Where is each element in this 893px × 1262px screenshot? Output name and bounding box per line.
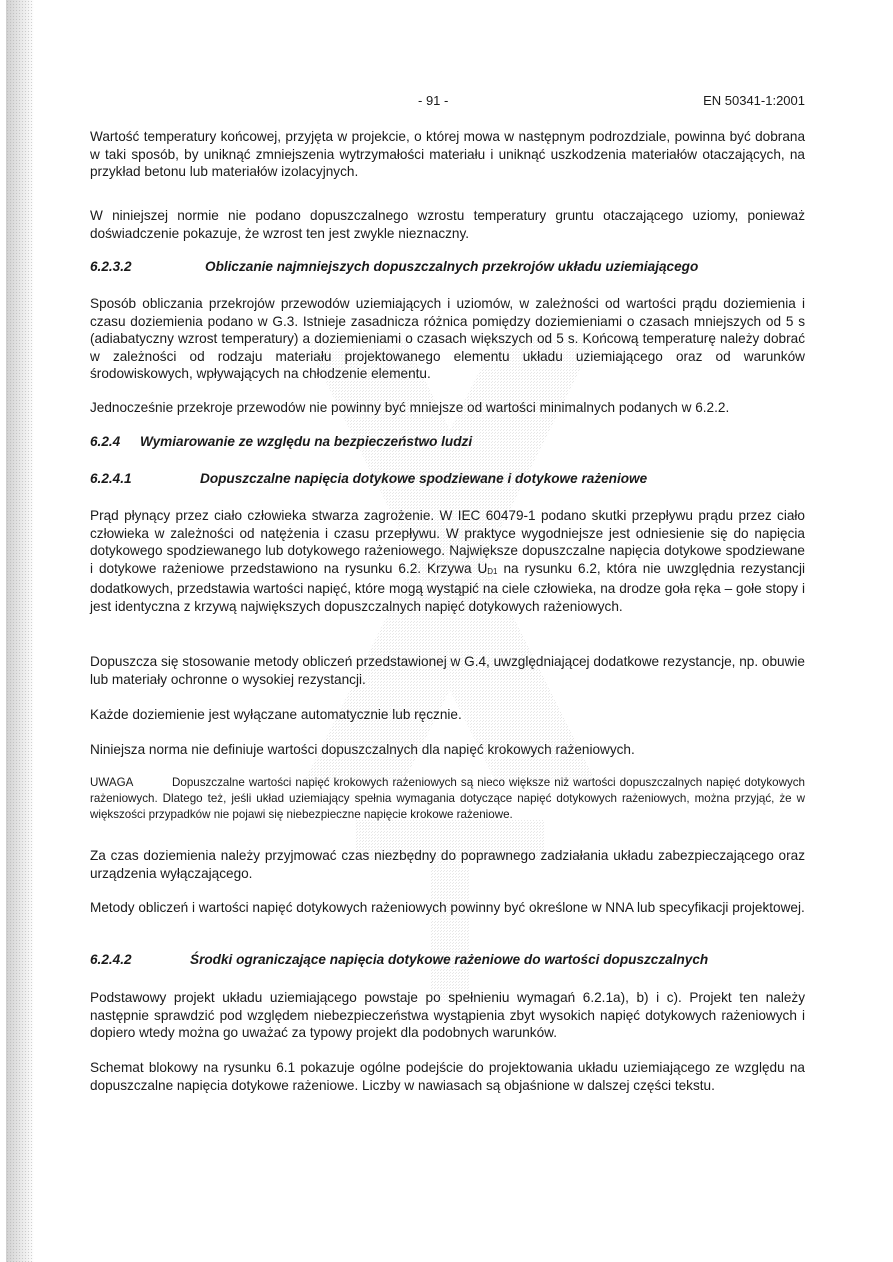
- paragraph-text: Prąd płynący przez ciało człowieka stwarza zagrożenie. W IEC 60479-1 podano skutki przepływu prądu przez ciało człowieka w zależności od natężenia i czasu przepływu. W praktyce wygodniejsze jest odniesienie się do napięcia dotykowego spodziewanego lub dotykowego rażeniowego. Największe dopuszczalne napięcia dotykowe spodziewane i dotykowe rażeniowe przedstawiono na rysunku 6.2. Krzywa U: [90, 508, 805, 576]
- paragraph-cross-section-calc: Sposób obliczania przekrojów przewodów uziemiających i uziomów, w zależności od wartości prądu doziemienia i czasu doziemienia podano w G.3. Istnieje zasadnicza różnica pomiędzy doziemieniami o czasach mniejszych od 5 s (adiabatyczny wzrost temperatury) a doziemieniami o czasach większych od 5 s. Końcową temperaturę należy dobrać w zależności od rodzaju materiału projektowanego elementu układu uziemiającego oraz od warunków środowiskowych, wpływających na chłodzenie elementu.: [90, 296, 805, 382]
- heading-6-2-3-2: [90, 259, 698, 274]
- page-number: - 91 -: [418, 93, 449, 108]
- heading-number: 6.2.3.2: [90, 259, 132, 274]
- note-label: UWAGA: [90, 776, 134, 789]
- page-header: [90, 93, 805, 111]
- paragraph-soil-temperature: W niniejszej normie nie podano dopuszczalnego wzrostu temperatury gruntu otaczającego uziomy, ponieważ doświadczenie pokazuje, że wzrost ten jest zwykle nieznaczny.: [90, 208, 805, 241]
- paragraph-block-diagram: Schemat blokowy na rysunku 6.1 pokazuje ogólne podejście do projektowania układu uziemiającego ze względu na dopuszczalne napięcia dotykowe rażeniowe. Liczby w nawiasach są objaśnione w dalszej części tekstu.: [90, 1060, 805, 1093]
- heading-number: 6.2.4: [90, 434, 121, 449]
- document-id: EN 50341-1:2001: [703, 93, 805, 108]
- heading-title: Wymiarowanie ze względu na bezpieczeństwo ludzi: [140, 434, 473, 449]
- paragraph-calc-method-g4: Dopuszcza się stosowanie metody obliczeń przedstawionej w G.4, uwzględniającej dodatkowe rezystancje, np. obuwie lub materiały ochronne o wysokiej rezystancji.: [90, 654, 805, 687]
- paragraph-min-cross-section: Jednocześnie przekroje przewodów nie powinny być mniejsze od wartości minimalnych podanych w 6.2.2.: [90, 400, 730, 415]
- heading-number: 6.2.4.2: [90, 952, 132, 967]
- paragraph-nna-specification: Metody obliczeń i wartości napięć dotykowych rażeniowych powinny być określone w NNA lub specyfikacji projektowej.: [90, 900, 805, 915]
- paragraph-step-voltage: Niniejsza norma nie definiuje wartości dopuszczalnych dla napięć krokowych rażeniowych.: [90, 742, 635, 757]
- heading-6-2-4: [90, 434, 472, 449]
- heading-title: Środki ograniczające napięcia dotykowe rażeniowe do wartości dopuszczalnych: [190, 952, 709, 967]
- heading-title: Obliczanie najmniejszych dopuszczalnych przekrojów układu uziemiającego: [205, 259, 699, 274]
- paragraph-fault-duration: Za czas doziemienia należy przyjmować czas niezbędny do poprawnego zadziałania układu zabezpieczającego oraz urządzenia wyłączającego.: [90, 848, 805, 881]
- heading-6-2-4-2: [90, 952, 708, 967]
- heading-number: 6.2.4.1: [90, 471, 132, 486]
- note-block: [90, 775, 805, 823]
- note-text: Dopuszczalne wartości napięć krokowych rażeniowych są nieco większe niż wartości dopuszczalnych napięć dotykowych rażeniowych. Dlatego też, jeśli układ uziemiający spełnia wymagania dotyczące napięć dotykowych rażeniowych, można przyjąć, że w większości przypadków nie pojawi się niebezpieczne napięcie krokowe rażeniowe.: [90, 776, 805, 821]
- heading-6-2-4-1: [90, 471, 647, 486]
- paragraph-fault-disconnection: Każde doziemienie jest wyłączane automatycznie lub ręcznie.: [90, 707, 462, 722]
- scan-edge-shadow: [6, 0, 34, 1262]
- heading-title: Dopuszczalne napięcia dotykowe spodziewane i dotykowe rażeniowe: [200, 471, 648, 486]
- paragraph-basic-design: Podstawowy projekt układu uziemiającego powstaje po spełnieniu wymagań 6.2.1a), b) i c). Projekt ten należy następnie sprawdzić pod względem niebezpieczeństwa wystąpienia zbyt wysokich napięć dotykowych rażeniowych i dopiero wtedy można go uważać za typowy projekt dla podobnych warunków.: [90, 990, 805, 1041]
- paragraph-body-current: [90, 507, 805, 616]
- paragraph-text: na rysunku 6.2, która nie uwzględnia rezystancji dodatkowych, przedstawia wartości napięć, które mogą wystąpić na ciele człowieka, na drodze goła ręka – gołe stopy i jest identyczna z krzywą największych dopuszczalnych napięć dotykowych rażeniowych.: [90, 560, 805, 614]
- paragraph-final-temperature: Wartość temperatury końcowej, przyjęta w projekcie, o której mowa w następnym podrozdziale, powinna być dobrana w taki sposób, by uniknąć zmniejszenia wytrzymałości materiału i uniknąć uszkodzenia materiałów otaczających, na przykład betonu lub materiałów izolacyjnych.: [90, 129, 805, 180]
- subscript-d1: D1: [487, 566, 498, 576]
